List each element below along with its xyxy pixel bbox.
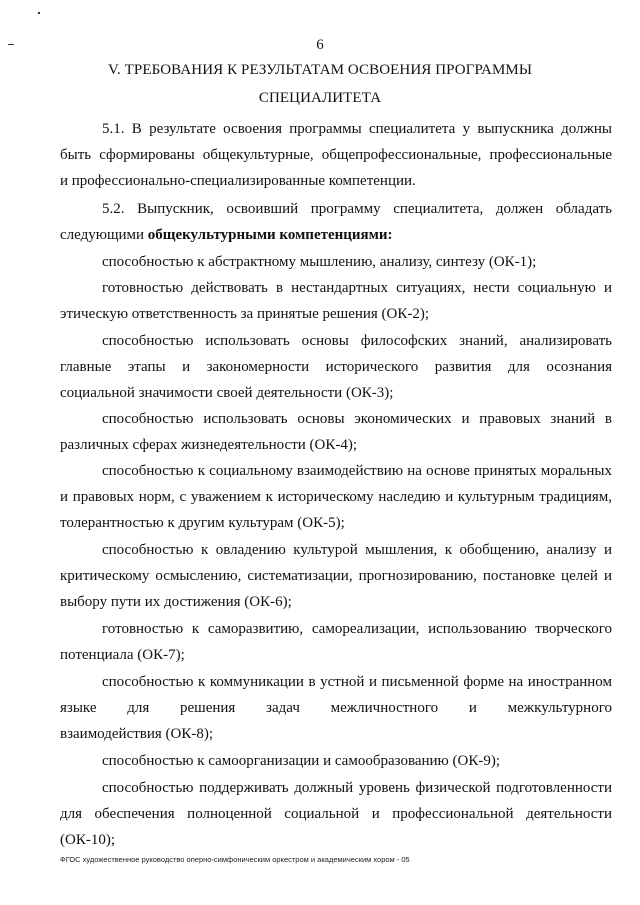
competency-item-continued: потенциала (ОК-7); bbox=[60, 647, 185, 663]
competency-item: способностью поддерживать должный уровень физической подготовленности bbox=[102, 780, 612, 796]
paragraph-line: 5.2. Выпускник, освоивший программу специалитета, должен обладать bbox=[102, 201, 612, 217]
paragraph-line bbox=[60, 226, 612, 244]
paragraph-line: и профессионально-специализированные компетенции. bbox=[60, 173, 416, 189]
competency-item-continued: выбору пути их достижения (ОК-6); bbox=[60, 594, 292, 610]
competency-item: способностью использовать основы философских знаний, анализировать bbox=[102, 333, 612, 349]
competency-item-continued: этическую ответственность за принятые решения (ОК-2); bbox=[60, 306, 430, 322]
page-footer: ФГОС художественное руководство оперно-симфоническим оркестром и академическим хором - 05 bbox=[60, 855, 410, 864]
competency-item: способностью к социальному взаимодействию на основе принятых моральных bbox=[102, 463, 612, 479]
scan-speck bbox=[38, 12, 40, 14]
competency-item: готовностью действовать в нестандартных ситуациях, нести социальную и bbox=[102, 280, 612, 296]
competency-item-continued: для обеспечения полноценной социальной и профессиональной деятельности bbox=[60, 806, 612, 822]
section-title: V. ТРЕБОВАНИЯ К РЕЗУЛЬТАТАМ ОСВОЕНИЯ ПРОГРАММЫ bbox=[107, 62, 533, 78]
competency-item: способностью к самоорганизации и самообразованию (ОК-9); bbox=[102, 753, 501, 769]
page-number: 6 bbox=[316, 37, 324, 53]
competency-item: способностью к абстрактному мышлению, анализу, синтезу (ОК-1); bbox=[102, 254, 537, 270]
intro-text: следующими bbox=[60, 227, 148, 243]
competency-item-continued: критическому осмыслению, систематизации, прогнозированию, постановке целей и bbox=[60, 568, 612, 584]
section-title-continued: СПЕЦИАЛИТЕТА bbox=[258, 90, 382, 106]
competency-item: способностью использовать основы экономических и правовых знаний в bbox=[102, 411, 612, 427]
competency-item: способностью к коммуникации в устной и письменной форме на иностранном bbox=[102, 674, 612, 690]
competency-item-continued: социальной значимости своей деятельности (ОК-3); bbox=[60, 385, 394, 401]
paragraph-line: 5.1. В результате освоения программы специалитета у выпускника должны bbox=[102, 121, 612, 137]
competency-item-continued: взаимодействия (ОК-8); bbox=[60, 726, 214, 742]
competency-item-continued: языке для решения задач межличностного и межкультурного bbox=[60, 700, 612, 716]
competency-item-continued: (ОК-10); bbox=[60, 832, 115, 848]
competency-item-continued: различных сферах жизнедеятельности (ОК-4); bbox=[60, 437, 358, 453]
competency-item-continued: главные этапы и закономерности исторического развития для осознания bbox=[60, 359, 612, 375]
paragraph-line: быть сформированы общекультурные, общепрофессиональные, профессиональные bbox=[60, 147, 612, 163]
competency-item: способностью к овладению культурой мышления, к обобщению, анализу и bbox=[102, 542, 612, 558]
competency-item-continued: и правовых норм, с уважением к историческому наследию и культурным традициям, bbox=[60, 489, 612, 505]
competency-item-continued: толерантностью к другим культурам (ОК-5); bbox=[60, 515, 345, 531]
competency-item: готовностью к саморазвитию, самореализации, использованию творческого bbox=[102, 621, 612, 637]
competencies-heading: общекультурными компетенциями: bbox=[147, 227, 393, 243]
